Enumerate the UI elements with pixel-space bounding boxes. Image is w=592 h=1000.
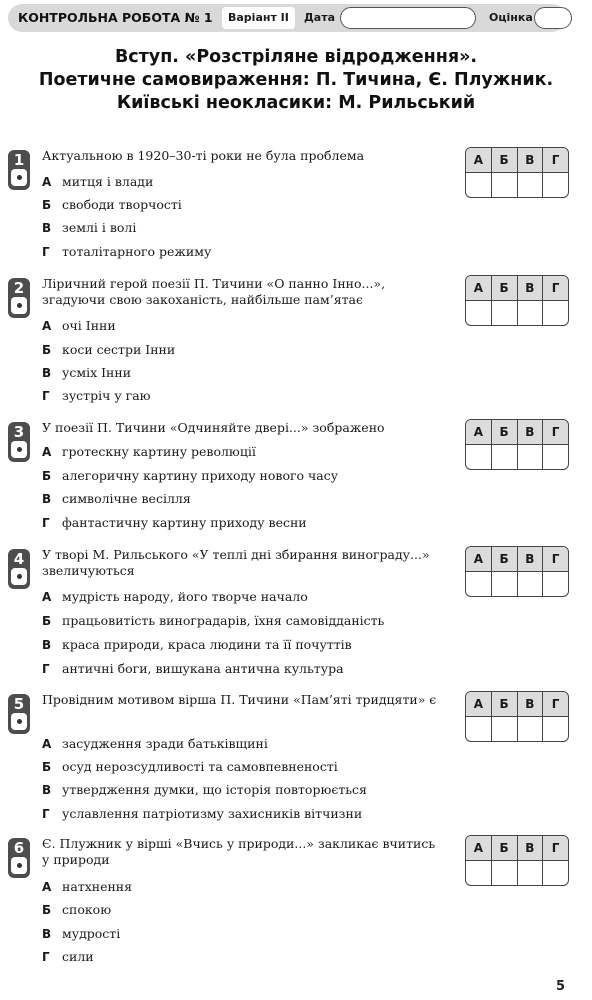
answer-grid bbox=[465, 147, 569, 198]
answer-header-c: В bbox=[517, 276, 543, 300]
answer-cell-b[interactable] bbox=[491, 173, 517, 197]
question-text: Ліричний герой поезії П. Тичини «О панно Інно...», згадуючи свою закоханість, найбільше пам’ятає bbox=[42, 276, 386, 307]
question-number-badge bbox=[8, 549, 30, 589]
option-c[interactable]: В мудрості bbox=[42, 926, 121, 941]
answer-header-d: Г bbox=[542, 276, 568, 300]
bullet-icon bbox=[11, 441, 27, 458]
option-a[interactable]: А митця і влади bbox=[42, 174, 154, 189]
question-number: 1 bbox=[13, 151, 25, 169]
grade-field[interactable] bbox=[534, 7, 572, 29]
option-b[interactable]: Б алегоричну картину приходу нового часу bbox=[42, 468, 339, 483]
question-number: 3 bbox=[13, 423, 25, 441]
answer-cell-d[interactable] bbox=[542, 572, 568, 596]
answer-cell-d[interactable] bbox=[542, 717, 568, 741]
answer-header-a: А bbox=[466, 836, 491, 860]
answer-header-b: Б bbox=[491, 547, 517, 571]
answer-cell-c[interactable] bbox=[517, 572, 543, 596]
question-number: 4 bbox=[13, 550, 25, 568]
answer-header-a: А bbox=[466, 148, 491, 172]
option-d[interactable]: Г фантастичну картину приходу весни bbox=[42, 515, 307, 530]
bullet-icon bbox=[11, 297, 27, 314]
answer-header-a: А bbox=[466, 692, 491, 716]
option-d[interactable]: Г тоталітарного режиму bbox=[42, 244, 212, 259]
option-d[interactable]: Г сили bbox=[42, 949, 94, 964]
option-c[interactable]: В краса природи, краса людини та її почуттів bbox=[42, 637, 352, 652]
answer-header-c: В bbox=[517, 547, 543, 571]
option-d[interactable]: Г античні боги, вишукана антична культура bbox=[42, 661, 344, 676]
option-a[interactable]: А гротескну картину революції bbox=[42, 444, 256, 459]
option-a[interactable]: А очі Інни bbox=[42, 318, 116, 333]
answer-grid bbox=[465, 419, 569, 470]
answer-grid bbox=[465, 835, 569, 886]
answer-cell-c[interactable] bbox=[517, 173, 543, 197]
answer-header-b: Б bbox=[491, 836, 517, 860]
question-number: 5 bbox=[13, 695, 25, 713]
bullet-icon bbox=[11, 857, 27, 874]
question-number-badge bbox=[8, 838, 30, 878]
variant-label: Варіант ІІ bbox=[222, 7, 295, 29]
answer-cell-a[interactable] bbox=[466, 173, 491, 197]
answer-header-c: В bbox=[517, 148, 543, 172]
answer-cell-d[interactable] bbox=[542, 861, 568, 885]
answer-header-b: Б bbox=[491, 692, 517, 716]
answer-cell-b[interactable] bbox=[491, 861, 517, 885]
question-number-badge bbox=[8, 278, 30, 318]
question-text: У поезії П. Тичини «Одчиняйте двері...» зображено bbox=[42, 420, 385, 435]
answer-cell-b[interactable] bbox=[491, 445, 517, 469]
answer-header-d: Г bbox=[542, 547, 568, 571]
option-a[interactable]: А мудрість народу, його творче начало bbox=[42, 589, 308, 604]
page-number: 5 bbox=[556, 979, 566, 994]
option-b[interactable]: Б працьовитість виноградарів, їхня самовідданість bbox=[42, 613, 385, 628]
question-text: У творі М. Рильського «У теплі дні збирання винограду...» звеличуються bbox=[42, 547, 430, 578]
answer-cell-d[interactable] bbox=[542, 173, 568, 197]
answer-header-d: Г bbox=[542, 148, 568, 172]
answer-cell-a[interactable] bbox=[466, 572, 491, 596]
header-bar bbox=[8, 4, 566, 32]
question-text: Актуальною в 1920–30-ті роки не була проблема bbox=[42, 148, 365, 163]
question-text: Є. Плужник у вірші «Вчись у природи...» закликає вчитись у природи bbox=[42, 836, 436, 867]
option-a[interactable]: А натхнення bbox=[42, 879, 133, 894]
title-line-1: Вступ. «Розстріляне відродження». bbox=[114, 47, 478, 67]
question-number: 6 bbox=[13, 839, 25, 857]
answer-header-d: Г bbox=[542, 692, 568, 716]
answer-cell-c[interactable] bbox=[517, 301, 543, 325]
answer-header-a: А bbox=[466, 420, 491, 444]
date-field[interactable] bbox=[340, 7, 476, 29]
answer-cell-b[interactable] bbox=[491, 717, 517, 741]
bullet-icon bbox=[11, 568, 27, 585]
date-label: Дата bbox=[304, 11, 336, 24]
question-number: 2 bbox=[13, 279, 25, 297]
option-b[interactable]: Б осуд нерозсудливості та самовпевненості bbox=[42, 759, 338, 774]
answer-grid bbox=[465, 275, 569, 326]
option-c[interactable]: В утвердження думки, що історія повторюється bbox=[42, 782, 367, 797]
answer-grid bbox=[465, 691, 569, 742]
answer-cell-c[interactable] bbox=[517, 861, 543, 885]
answer-cell-a[interactable] bbox=[466, 861, 491, 885]
bullet-icon bbox=[11, 713, 27, 730]
answer-header-b: Б bbox=[491, 276, 517, 300]
answer-header-c: В bbox=[517, 692, 543, 716]
answer-grid bbox=[465, 546, 569, 597]
option-b[interactable]: Б коси сестри Інни bbox=[42, 342, 176, 357]
answer-header-d: Г bbox=[542, 836, 568, 860]
answer-cell-a[interactable] bbox=[466, 717, 491, 741]
answer-header-b: Б bbox=[491, 420, 517, 444]
answer-header-a: А bbox=[466, 547, 491, 571]
answer-cell-c[interactable] bbox=[517, 717, 543, 741]
option-d[interactable]: Г уславлення патріотизму захисників вітчизни bbox=[42, 806, 363, 821]
test-title: КОНТРОЛЬНА РОБОТА № 1 bbox=[18, 10, 213, 25]
option-b[interactable]: Б спокою bbox=[42, 902, 112, 917]
page-title bbox=[0, 46, 592, 115]
question-number-badge bbox=[8, 422, 30, 462]
answer-header-c: В bbox=[517, 420, 543, 444]
answer-header-a: А bbox=[466, 276, 491, 300]
answer-cell-c[interactable] bbox=[517, 445, 543, 469]
answer-header-c: В bbox=[517, 836, 543, 860]
bullet-icon bbox=[11, 169, 27, 186]
option-c[interactable]: В землі і волі bbox=[42, 220, 137, 235]
answer-cell-a[interactable] bbox=[466, 445, 491, 469]
answer-cell-b[interactable] bbox=[491, 572, 517, 596]
question-number-badge bbox=[8, 694, 30, 734]
answer-cell-d[interactable] bbox=[542, 445, 568, 469]
answer-header-b: Б bbox=[491, 148, 517, 172]
title-line-3: Київські неокласики: М. Рильський bbox=[116, 93, 476, 113]
option-c[interactable]: В символічне весілля bbox=[42, 491, 191, 506]
answer-cell-b[interactable] bbox=[491, 301, 517, 325]
option-a[interactable]: А засудження зради батьківщині bbox=[42, 736, 268, 751]
option-d[interactable]: Г зустріч у гаю bbox=[42, 388, 151, 403]
grade-label: Оцінка bbox=[489, 11, 533, 24]
question-number-badge bbox=[8, 150, 30, 190]
question-text: Провідним мотивом вірша П. Тичини «Пам’яті тридцяти» є bbox=[42, 692, 437, 707]
answer-header-d: Г bbox=[542, 420, 568, 444]
answer-cell-a[interactable] bbox=[466, 301, 491, 325]
answer-cell-d[interactable] bbox=[542, 301, 568, 325]
option-c[interactable]: В усміх Інни bbox=[42, 365, 132, 380]
option-b[interactable]: Б свободи творчості bbox=[42, 197, 182, 212]
title-line-2: Поетичне самовираження: П. Тичина, Є. Плужник. bbox=[38, 70, 554, 90]
